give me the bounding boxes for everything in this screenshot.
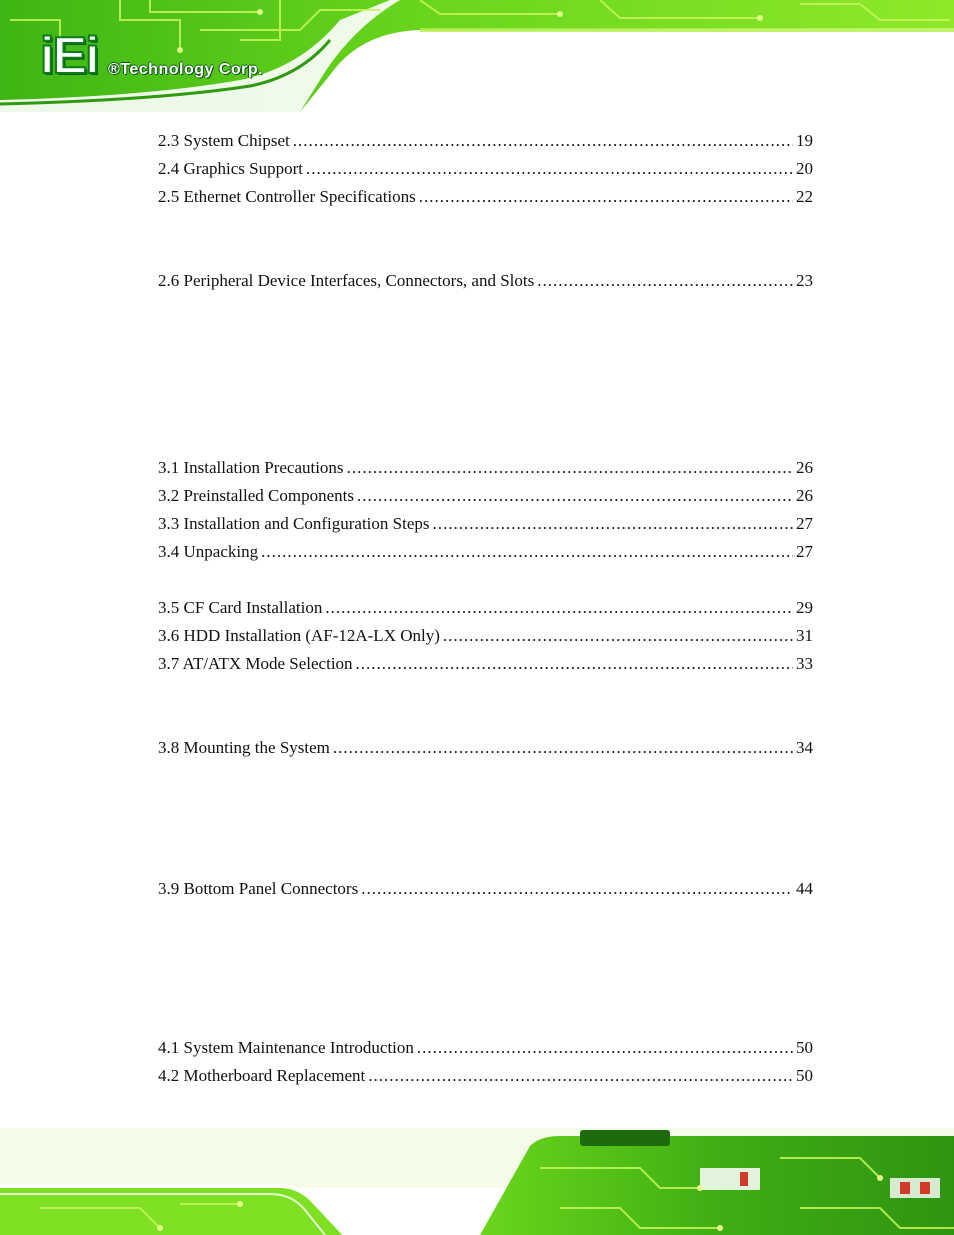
toc-entry-page: 22 xyxy=(796,187,813,206)
toc-leader-dots xyxy=(356,652,793,676)
toc-leader-dots xyxy=(347,456,793,480)
circuit-board-footer-graphic xyxy=(0,1128,954,1235)
toc-leader-dots xyxy=(443,624,793,648)
toc-entry-page: 26 xyxy=(796,486,813,505)
toc-entry[interactable] xyxy=(158,512,813,536)
toc-entry[interactable] xyxy=(158,484,813,508)
toc-entry-title: 4.2 Motherboard Replacement xyxy=(158,1066,366,1085)
footer-banner xyxy=(0,1128,954,1235)
toc-entry[interactable] xyxy=(158,652,813,676)
toc-entry[interactable] xyxy=(158,736,813,760)
toc-entry-title: 2.5 Ethernet Controller Specifications xyxy=(158,187,416,206)
toc-entry[interactable] xyxy=(158,185,813,209)
toc-entry-title: 2.6 Peripheral Device Interfaces, Connectors, and Slots xyxy=(158,271,535,290)
toc-entry[interactable] xyxy=(158,540,813,564)
toc-entry[interactable] xyxy=(158,1036,813,1060)
toc-entry-title: 3.5 CF Card Installation xyxy=(158,598,323,617)
toc-entry-page: 44 xyxy=(796,879,813,898)
toc-entry-page: 34 xyxy=(796,738,813,757)
toc-entry-title: 3.1 Installation Precautions xyxy=(158,458,344,477)
toc-entry[interactable] xyxy=(158,456,813,480)
toc-leader-dots xyxy=(357,484,793,508)
toc-entry-page: 50 xyxy=(796,1038,813,1057)
toc-entry[interactable] xyxy=(158,624,813,648)
toc-leader-dots xyxy=(293,129,793,153)
toc-entry-title: 3.6 HDD Installation (AF-12A-LX Only) xyxy=(158,626,440,645)
toc-entry-page: 23 xyxy=(796,271,813,290)
toc-leader-dots xyxy=(368,1064,793,1088)
company-tagline: ®Technology Corp. xyxy=(108,61,264,78)
toc-entry-title: 3.7 AT/ATX Mode Selection xyxy=(158,654,353,673)
toc-leader-dots xyxy=(433,512,794,536)
toc-entry-title: 3.9 Bottom Panel Connectors xyxy=(158,879,359,898)
toc-leader-dots xyxy=(361,877,793,901)
toc-leader-dots xyxy=(261,540,793,564)
toc-entry-title: 3.4 Unpacking xyxy=(158,542,259,561)
toc-entry-page: 19 xyxy=(796,131,813,150)
toc-leader-dots xyxy=(537,269,793,293)
toc-leader-dots xyxy=(325,596,793,620)
toc-entry[interactable] xyxy=(158,269,813,293)
toc-entry-title: 2.3 System Chipset xyxy=(158,131,290,150)
toc-entry-page: 27 xyxy=(796,542,813,561)
toc-entry-title: 3.2 Preinstalled Components xyxy=(158,486,354,505)
toc-leader-dots xyxy=(306,157,793,181)
toc-entry[interactable] xyxy=(158,157,813,181)
toc-entry-page: 27 xyxy=(796,514,813,533)
toc-entry[interactable] xyxy=(158,596,813,620)
header-banner xyxy=(0,0,954,112)
toc-entry-title: 3.8 Mounting the System xyxy=(158,738,330,757)
toc-entry-title: 2.4 Graphics Support xyxy=(158,159,303,178)
toc-entry-page: 29 xyxy=(796,598,813,617)
toc-entry[interactable] xyxy=(158,1064,813,1088)
toc-entry-page: 26 xyxy=(796,458,813,477)
toc-leader-dots xyxy=(419,185,793,209)
toc-leader-dots xyxy=(417,1036,793,1060)
toc-entry-page: 20 xyxy=(796,159,813,178)
toc-entry[interactable] xyxy=(158,877,813,901)
toc-entry-page: 31 xyxy=(796,626,813,645)
toc-leader-dots xyxy=(333,736,793,760)
toc-entry-page: 50 xyxy=(796,1066,813,1085)
toc-entry-page: 33 xyxy=(796,654,813,673)
toc-entry-title: 3.3 Installation and Configuration Steps xyxy=(158,514,430,533)
circuit-board-header-graphic xyxy=(0,0,954,112)
toc-entry[interactable] xyxy=(158,129,813,153)
toc-entry-title: 4.1 System Maintenance Introduction xyxy=(158,1038,414,1057)
iei-logo: iEi xyxy=(40,27,98,85)
